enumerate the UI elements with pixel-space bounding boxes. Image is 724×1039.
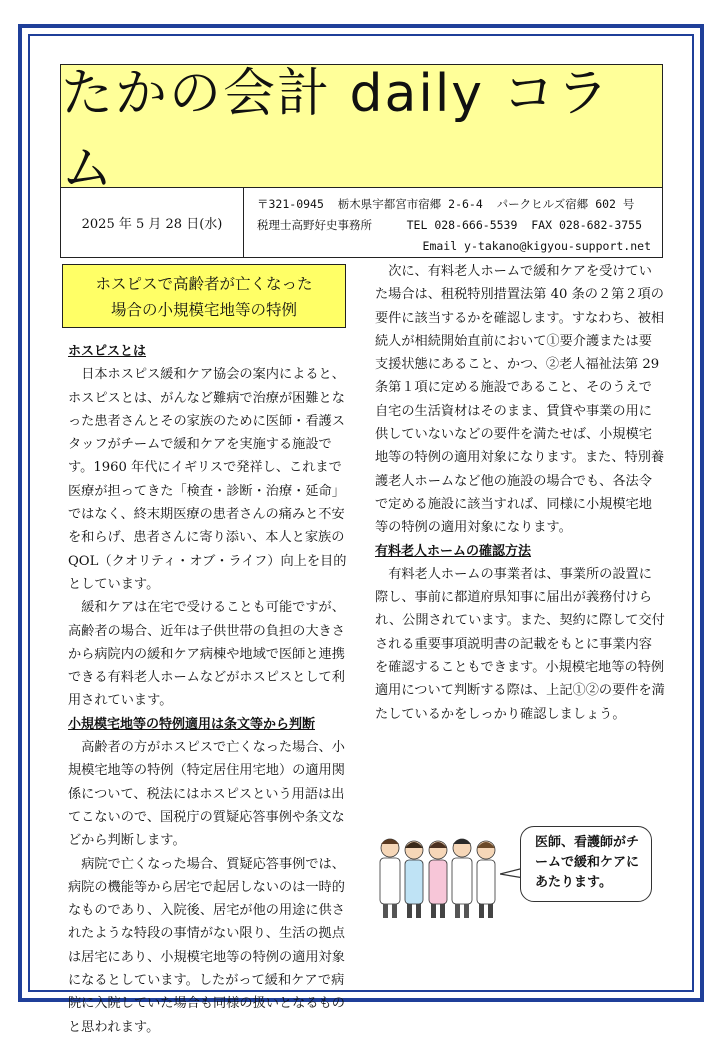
paragraph: 有料老人ホームの事業者は、事業所の設置に際し、事前に都道府県知事に届出が義務付けられ、公開されています。また、契約に際して交付される重要事項説明書の記載をもとに事業内容を確認することもできます。小規模宅地等の特例適用について判断する際は、上記①②の要件を満たしているかをしっかり確認しましょう。 [375,566,665,722]
heading-line-1: ホスピスで高齢者が亡くなった [95,275,313,293]
heading-line-2: 場合の小規模宅地等の特例 [110,301,297,319]
header [60,64,663,258]
newsletter-title: たかの会計 daily コラム [61,65,662,188]
right-column [375,260,665,726]
email[interactable]: Email y-takano@kigyou-support.net [422,239,651,253]
paragraph: 高齢者の方がホスピスで亡くなった場合、小規模宅地等の特例（特定居住用宅地）の適用関係について、税法にはホスピスという用語は出てこないので、国税庁の質疑応答事例や条文などから判断します。 [68,740,345,849]
nurse-figure-2 [429,841,447,918]
office-name: 税理士高野好史事務所 [257,218,372,232]
section-heading-confirmation: 有料老人ホームの確認方法 [375,543,532,559]
paragraph: 緩和ケアは在宅で受けることも可能ですが、高齢者の場合、近年は子供世帯の負担の大きさから病院内の緩和ケア病棟や地域で医師と連携できる有料老人ホームなどがホスピスとして利用されています。 [68,600,345,709]
paragraph: 病院で亡くなった場合、質疑応答事例では、病院の機能等から居宅で起居しないのは一時的なものであり、入院後、居宅が他の用途に供されたような特段の事情がない限り、生活の拠点は居宅にあり、小規模宅地等の特例の適用対象になるとしています。したがって緩和ケアで病院に入院していた場合も同様の扱いとなるものと思われます。 [68,856,345,1035]
section-heading-special-rule: 小規模宅地等の特例適用は条文等から判断 [68,716,316,732]
doctor-figure-2 [452,839,472,918]
contact-block [257,194,657,257]
tel-fax: TEL 028-666-5539 FAX 028-682-3755 [406,218,643,232]
issue-date: 2025 年 5 月 28 日(水) [61,187,244,257]
paragraph: 日本ホスピス緩和ケア協会の案内によると、ホスピスとは、がんなど難病で治療が困難となった患者さんとその家族のために医師・看護スタッフがチームで緩和ケアを実施する施設です。1960 年代にイギリスで発祥し、これまで医療が担ってきた「検査・診断・治療・延命」ではなく、終末期医療の患者さんの痛みと不安を和らげ、患者さんに寄り添い、本人と家族の QOL（クオリティ・オブ・ライフ）向上を目的としています。 [68,367,347,592]
nurse-figure-3 [477,841,495,918]
speech-bubble: 医師、看護師がチームで緩和ケアにあたります。 [520,826,652,902]
left-column [68,340,350,1039]
nurse-figure-1 [405,841,423,918]
article-heading [62,264,346,328]
paragraph: 次に、有料老人ホームで緩和ケアを受けていた場合は、租税特別措置法第 40 条の２第２項の要件に該当するかを確認します。すなわち、被相続人が相続開始直前において①要介護または要支援状態にあること、かつ、②老人福祉法第 29 条第１項に定める施設であること、そのうえで自宅の生活資材はそのまま、賃貸や事業の用に供していないなどの要件を満たせば、小規模宅地等の特例の適用対象になります。また、特別養護老人ホームなど他の施設の場合でも、各法令で定める施設に該当すれば、同様に小規模宅地等の特例の適用対象になります。 [375,264,665,536]
doctor-figure-1 [380,839,400,918]
section-heading-hospice: ホスピスとは [68,344,147,359]
address: 〒321-0945 栃木県宇都宮市宿郷 2-6-4 パークヒルズ宿郷 602 号 [257,197,635,211]
medical-staff-illustration [376,826,502,920]
